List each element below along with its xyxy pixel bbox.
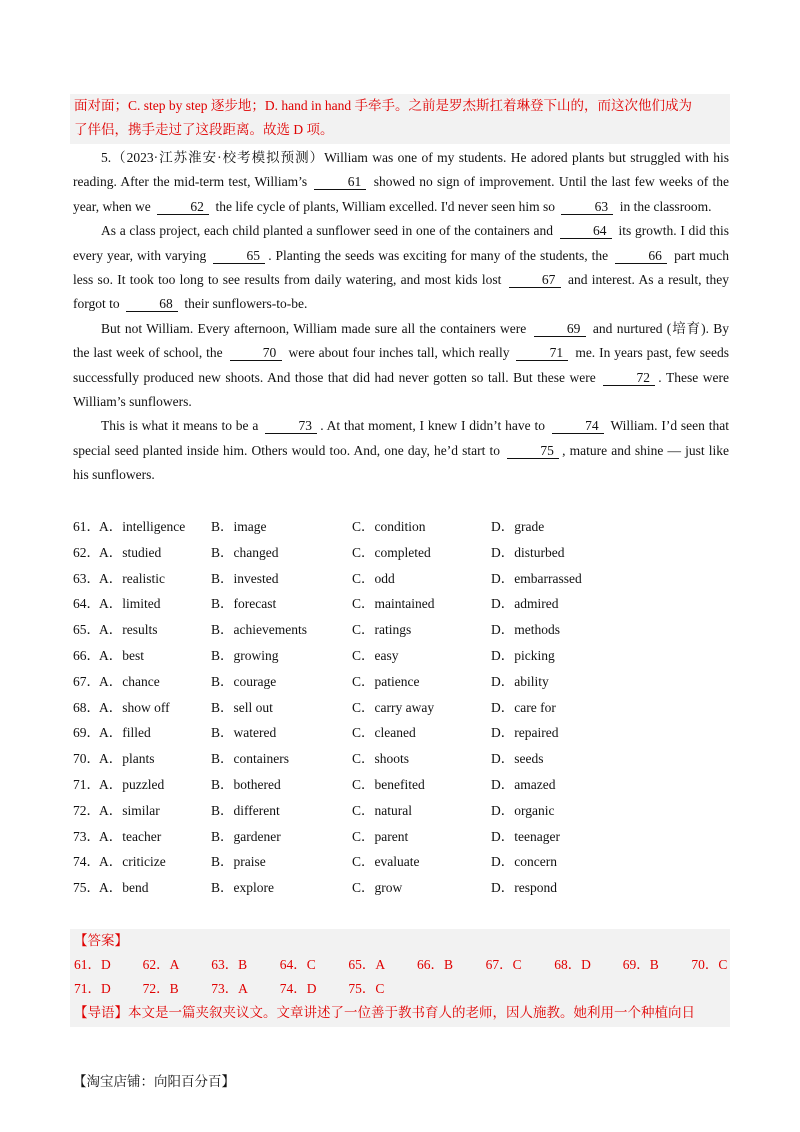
- blank-64: 64: [560, 223, 612, 239]
- option-a: A．bend: [99, 880, 149, 896]
- option-b: B．image: [211, 519, 267, 534]
- blank-68: 68: [126, 296, 178, 312]
- answer-item: 72．B: [142, 981, 179, 996]
- option-d: D．repaired: [491, 725, 559, 741]
- blank-61: 61: [314, 174, 366, 190]
- answer-item: 64．C: [279, 957, 316, 972]
- option-c: C．cleaned: [352, 725, 416, 741]
- blank-62: 62: [157, 199, 209, 215]
- option-d: D．methods: [491, 622, 560, 638]
- option-b: B．forecast: [211, 596, 277, 612]
- option-d: D．admired: [491, 596, 559, 612]
- option-b: B．invested: [211, 570, 279, 586]
- option-c: C．completed: [352, 544, 431, 560]
- option-c: C．natural: [352, 802, 412, 818]
- answer-label-row: [74, 929, 726, 953]
- option-row: [73, 720, 729, 746]
- option-c: C．carry away: [352, 699, 435, 715]
- footer-shop-label: 【淘宝店铺：向阳百分百】: [73, 1074, 235, 1089]
- question-number: 63．: [73, 570, 100, 586]
- option-d: D．embarrassed: [491, 570, 582, 586]
- option-a: A．plants: [99, 751, 155, 767]
- option-row: [73, 617, 729, 643]
- option-b: B．praise: [211, 854, 266, 870]
- question-number: 69．: [73, 725, 100, 741]
- blank-70: 70: [230, 345, 282, 361]
- question-number: 62．: [73, 544, 100, 560]
- blank-65: 65: [213, 248, 265, 264]
- option-row: [73, 695, 729, 721]
- option-b: B．containers: [211, 751, 289, 767]
- option-d: D．grade: [491, 519, 545, 534]
- option-b: B．changed: [211, 544, 279, 560]
- option-a: A．realistic: [99, 570, 165, 586]
- option-a: A．show off: [99, 699, 170, 715]
- answer-item: 71．D: [74, 981, 111, 996]
- option-d: D．teenager: [491, 828, 560, 844]
- option-b: B．courage: [211, 673, 277, 689]
- guide-text: 【导语】本文是一篇夹叙夹议文。文章讲述了一位善于教书育人的老师，因人施教。她利用一个种植向日: [74, 1005, 695, 1020]
- blank-67: 67: [509, 272, 561, 288]
- option-a: A．puzzled: [99, 776, 165, 792]
- question-number: 64．: [73, 596, 100, 612]
- option-d: D．organic: [491, 802, 555, 818]
- answer-item: 67．C: [485, 957, 522, 972]
- option-d: D．ability: [491, 673, 549, 689]
- cloze-passage: [73, 146, 729, 488]
- question-number: 67．: [73, 673, 100, 689]
- option-b: B．growing: [211, 647, 279, 663]
- option-d: D．seeds: [491, 751, 544, 767]
- question-number: 68．: [73, 699, 100, 715]
- answer-item: 75．C: [348, 981, 385, 996]
- option-c: C．grow: [352, 880, 403, 896]
- option-d: D．disturbed: [491, 544, 565, 560]
- answer-item: 66．B: [417, 957, 454, 972]
- option-c: C．evaluate: [352, 854, 420, 870]
- option-a: A．chance: [99, 673, 160, 689]
- question-number: 74．: [73, 854, 100, 870]
- answer-item: 69．B: [622, 957, 659, 972]
- question-number: 61．: [73, 519, 100, 534]
- blank-72: 72: [603, 370, 655, 386]
- option-c: C．shoots: [352, 751, 410, 767]
- answer-item: 74．D: [279, 981, 317, 996]
- blank-69: 69: [534, 321, 586, 337]
- answer-item: 68．D: [554, 957, 591, 972]
- answer-row: [74, 977, 726, 1001]
- option-b: B．explore: [211, 880, 274, 896]
- passage-paragraph: 5.（2023·江苏淮安·校考模拟预测）William was one of my students. He adored plants but struggled with his reading. After the mid-term test, William’s 61 showed no sign of improvement. Until the last few weeks of the year, when we 62 the life cycle of plants, William excelled. I'd never seen him so 63 in the classroom.: [73, 150, 730, 214]
- option-row: [73, 514, 729, 540]
- option-b: B．sell out: [211, 699, 273, 715]
- option-c: C．patience: [352, 673, 420, 689]
- option-c: C．benefited: [352, 776, 425, 792]
- option-row: [73, 798, 729, 824]
- question-number: 65．: [73, 622, 100, 638]
- option-b: B．watered: [211, 725, 277, 741]
- question-number: 75．: [73, 880, 100, 896]
- passage-paragraph: But not William. Every afternoon, William made sure all the containers were 69 and nurtured (培育). By the last week of school, the 70 were about four inches tall, which really 71 me. In years past, few seeds successfully produced new shoots. And those that did had never gotten so tall. But these were 72 . These were William’s sunflowers.: [73, 320, 730, 410]
- option-row: [73, 746, 729, 772]
- option-row: [73, 591, 729, 617]
- blank-73: 73: [265, 418, 317, 434]
- blank-63: 63: [561, 199, 613, 215]
- question-number: 70．: [73, 751, 100, 767]
- option-d: D．picking: [491, 647, 555, 663]
- option-row: [73, 540, 729, 566]
- option-a: A．teacher: [99, 828, 162, 844]
- question-number: 72．: [73, 802, 100, 818]
- option-c: C．ratings: [352, 622, 412, 638]
- option-a: A．similar: [99, 802, 160, 818]
- option-d: D．amazed: [491, 776, 556, 792]
- blank-71: 71: [516, 345, 568, 361]
- option-row: [73, 824, 729, 850]
- guide-row: [74, 1001, 726, 1025]
- answer-item: 61．D: [74, 957, 111, 972]
- option-row: [73, 849, 729, 875]
- question-number: 73．: [73, 828, 100, 844]
- option-a: A．intelligence: [99, 519, 186, 534]
- option-row: [73, 875, 729, 901]
- option-c: C．condition: [352, 519, 426, 534]
- option-a: A．limited: [99, 596, 161, 612]
- blank-74: 74: [552, 418, 604, 434]
- answer-item: 63．B: [211, 957, 248, 972]
- option-b: B．gardener: [211, 828, 281, 844]
- option-d: D．concern: [491, 854, 557, 870]
- option-row: [73, 566, 729, 592]
- option-row: [73, 772, 729, 798]
- answer-label: 【答案】: [74, 933, 128, 948]
- option-c: C．parent: [352, 828, 409, 844]
- option-a: A．studied: [99, 544, 162, 560]
- options-list: [73, 514, 729, 901]
- question-number: 71．: [73, 776, 100, 792]
- answer-item: 70．C: [691, 957, 728, 972]
- blank-75: 75: [507, 443, 559, 459]
- option-c: C．easy: [352, 647, 399, 663]
- previous-explanation: [70, 94, 730, 144]
- option-a: A．criticize: [99, 854, 166, 870]
- option-row: [73, 669, 729, 695]
- option-c: C．maintained: [352, 596, 435, 612]
- answer-item: 73．A: [211, 981, 248, 996]
- option-b: B．achievements: [211, 622, 307, 638]
- explanation-line: 了伴侣，携手走过了这段距离。故选 D 项。: [74, 122, 334, 137]
- option-d: D．respond: [491, 880, 557, 896]
- option-a: A．filled: [99, 725, 151, 741]
- explanation-line: 面对面；C. step by step 逐步地；D. hand in hand 手牵手。之前是罗杰斯扛着琳登下山的，而这次他们成为: [74, 98, 692, 113]
- option-a: A．results: [99, 622, 158, 638]
- question-number: 66．: [73, 647, 100, 663]
- option-row: [73, 643, 729, 669]
- option-d: D．care for: [491, 699, 556, 715]
- answer-row: [74, 953, 726, 977]
- passage-paragraph: As a class project, each child planted a sunflower seed in one of the containers and 64 its growth. I did this every year, with varying 65 . Planting the seeds was exciting for many of the students, the 66 part much less so. It took too long to see results from daily watering, and most kids lost 67 and interest. As a result, they forgot to 68 their sunflowers-to-be.: [73, 223, 730, 312]
- answer-item: 62．A: [142, 957, 180, 972]
- option-b: B．bothered: [211, 776, 281, 792]
- answer-section: [70, 929, 730, 1027]
- option-a: A．best: [99, 647, 144, 663]
- blank-66: 66: [615, 248, 667, 264]
- answer-item: 65．A: [348, 957, 386, 972]
- option-c: C．odd: [352, 570, 395, 586]
- option-b: B．different: [211, 802, 280, 818]
- passage-paragraph: This is what it means to be a 73 . At that moment, I knew I didn’t have to 74 William. I’d seen that special seed planted inside him. Others would too. And, one day, he’d start to 75 , mature and shine — just like his sunflowers.: [73, 418, 730, 483]
